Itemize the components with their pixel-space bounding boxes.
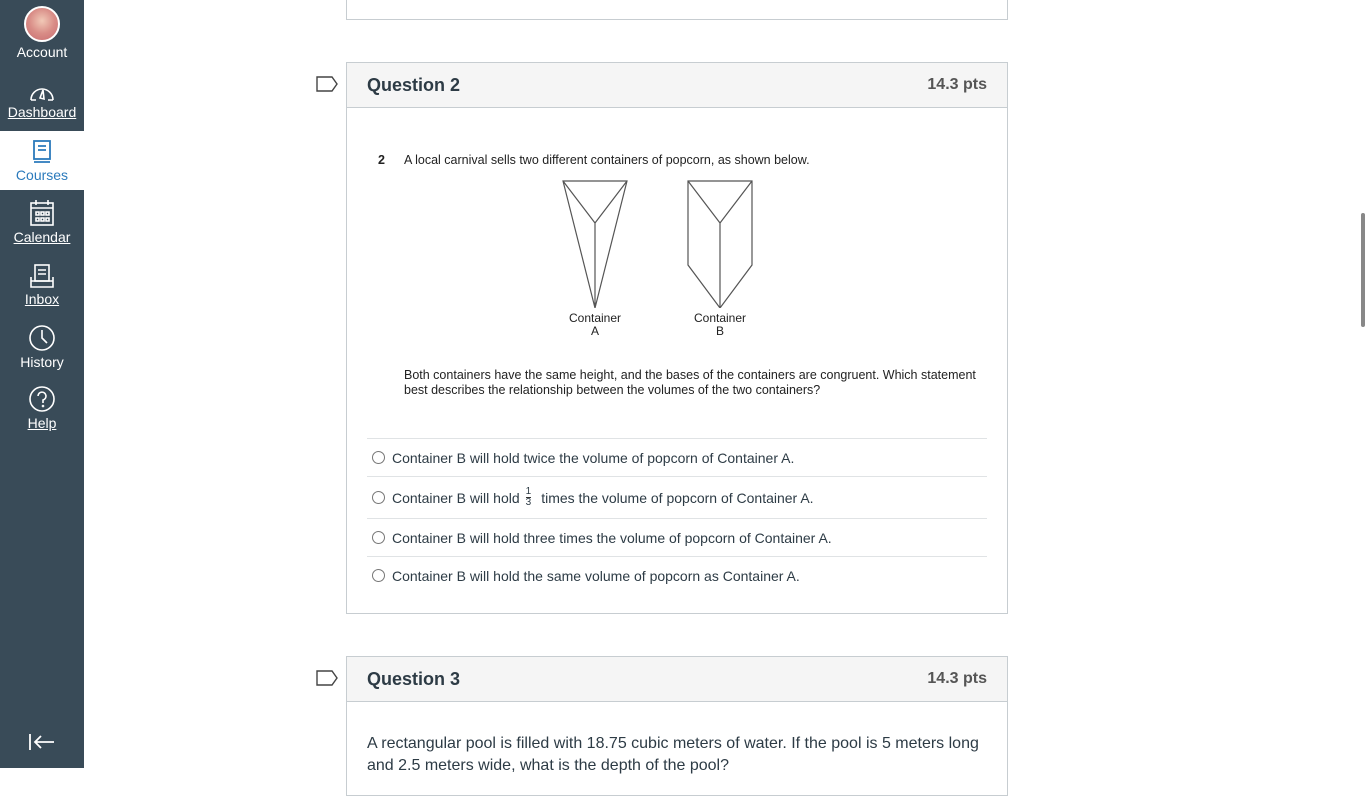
answer-option[interactable] — [367, 476, 987, 518]
numerator: 1 — [525, 486, 532, 497]
scrollbar[interactable] — [1361, 213, 1365, 327]
question-title: Question 3 — [367, 668, 461, 689]
flag-question-icon[interactable] — [316, 76, 338, 92]
item-number: 2 — [378, 153, 385, 167]
nav-help[interactable] — [0, 385, 84, 431]
flag-question-icon[interactable] — [316, 670, 338, 686]
nav-dashboard[interactable] — [0, 82, 84, 120]
label-line: Container — [693, 311, 747, 325]
label-line: B — [715, 324, 724, 338]
question-prompt: Both containers have the same height, and the bases of the containers are congruent. Which statement best describes the relationship between the volumes of the two containers? — [404, 368, 976, 397]
popcorn-containers-figure — [557, 178, 757, 308]
radio-button[interactable] — [372, 451, 385, 464]
courses-icon — [31, 139, 53, 165]
denominator: 3 — [525, 497, 532, 508]
radio-button[interactable] — [372, 531, 385, 544]
nav-label: Inbox — [24, 291, 60, 307]
answer-text: Container B will hold three times the volume of popcorn of Container A. — [392, 529, 832, 546]
nav-calendar[interactable] — [0, 199, 84, 245]
container-a-label — [552, 312, 638, 338]
nav-history[interactable] — [0, 324, 84, 370]
collapse-icon — [28, 732, 56, 752]
answer-text: Container B will hold — [392, 489, 520, 506]
nav-label: Courses — [15, 167, 69, 183]
container-b-label — [677, 312, 763, 338]
nav-label: Help — [27, 415, 57, 431]
question-title: Question 2 — [367, 74, 461, 95]
answer-list — [367, 438, 987, 594]
answer-option[interactable] — [367, 518, 987, 556]
inbox-icon — [28, 263, 56, 289]
avatar — [24, 6, 60, 42]
answer-text: Container B will hold twice the volume of popcorn of Container A. — [392, 449, 795, 466]
label-line: A — [590, 324, 599, 338]
answer-text: Container B will hold the same volume of popcorn as Container A. — [392, 567, 800, 584]
question-points: 14.3 pts — [927, 76, 987, 93]
dashboard-icon — [28, 82, 56, 102]
question-1-box — [346, 0, 1008, 20]
nav-courses[interactable] — [0, 131, 84, 190]
help-icon — [28, 385, 56, 413]
label-line: Container — [568, 311, 622, 325]
question-2 — [346, 62, 1008, 614]
nav-label: History — [20, 354, 64, 370]
answer-text: times the volume of popcorn of Container A. — [541, 489, 814, 506]
radio-button[interactable] — [372, 491, 385, 504]
radio-button[interactable] — [372, 569, 385, 582]
history-icon — [28, 324, 56, 352]
nav-label: Dashboard — [7, 104, 77, 120]
question-text: A rectangular pool is filled with 18.75 cubic meters of water. If the pool is 5 meters long and 2.5 meters wide, what is the depth of the pool? — [367, 735, 979, 774]
collapse-nav-button[interactable] — [28, 732, 56, 757]
global-nav — [0, 0, 84, 768]
answer-option[interactable] — [367, 556, 987, 594]
question-points: 14.3 pts — [927, 670, 987, 687]
calendar-icon — [29, 199, 55, 227]
fraction — [526, 487, 532, 508]
answer-option[interactable] — [367, 438, 987, 476]
nav-inbox[interactable] — [0, 263, 84, 307]
nav-account[interactable] — [0, 6, 84, 60]
question-3 — [346, 656, 1008, 796]
question-intro: A local carnival sells two different containers of popcorn, as shown below. — [404, 153, 810, 167]
nav-label: Account — [16, 44, 68, 60]
nav-label: Calendar — [13, 229, 71, 245]
